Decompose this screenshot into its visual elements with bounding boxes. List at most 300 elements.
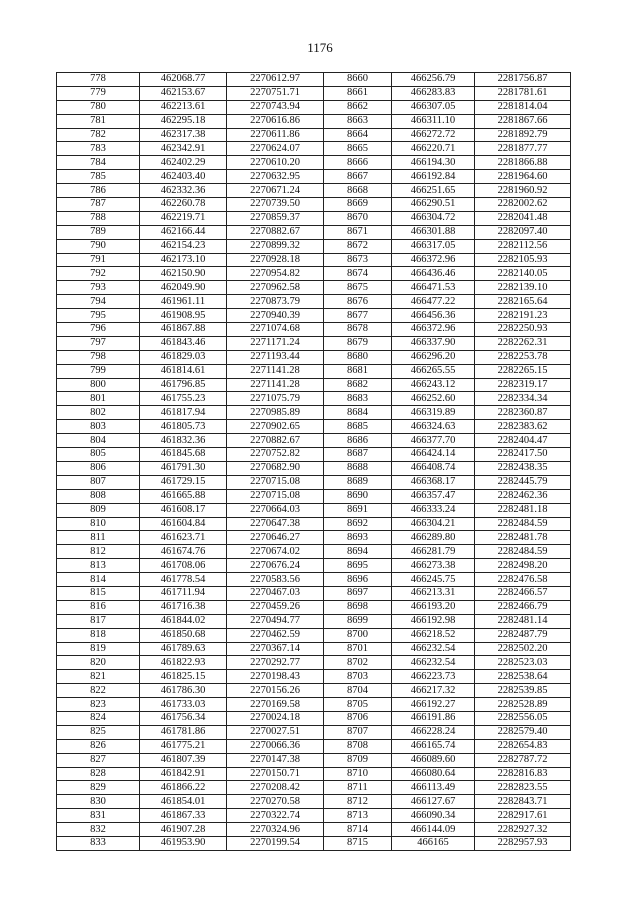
x-coordinate-right-cell: 466193.20 [392,600,475,614]
y-coordinate-left-cell: 2270208.42 [227,781,324,795]
point-id-left-cell: 786 [57,184,140,198]
point-id-right-cell: 8699 [324,614,392,628]
y-coordinate-right-cell: 2282843.71 [475,795,571,809]
y-coordinate-right-cell: 2282140.05 [475,267,571,281]
y-coordinate-left-cell: 2270066.36 [227,739,324,753]
point-id-left-cell: 803 [57,420,140,434]
table-row [57,239,571,253]
point-id-right-cell: 8714 [324,823,392,837]
y-coordinate-left-cell: 2270647.38 [227,517,324,531]
y-coordinate-right-cell: 2282383.62 [475,420,571,434]
y-coordinate-left-cell: 2270743.94 [227,100,324,114]
table-row [57,378,571,392]
table-row [57,836,571,850]
point-id-right-cell: 8709 [324,753,392,767]
x-coordinate-right-cell: 466245.75 [392,573,475,587]
x-coordinate-left-cell: 461716.38 [140,600,227,614]
x-coordinate-right-cell: 466296.20 [392,350,475,364]
point-id-right-cell: 8685 [324,420,392,434]
y-coordinate-right-cell: 2282528.89 [475,698,571,712]
y-coordinate-left-cell: 2270899.32 [227,239,324,253]
point-id-right-cell: 8687 [324,448,392,462]
y-coordinate-left-cell: 2270902.65 [227,420,324,434]
x-coordinate-left-cell: 462317.38 [140,128,227,142]
table-row [57,156,571,170]
x-coordinate-left-cell: 461623.71 [140,531,227,545]
point-id-left-cell: 826 [57,739,140,753]
table-row [57,656,571,670]
point-id-right-cell: 8686 [324,434,392,448]
point-id-left-cell: 827 [57,753,140,767]
point-id-left-cell: 781 [57,114,140,128]
x-coordinate-right-cell: 466213.31 [392,586,475,600]
point-id-right-cell: 8675 [324,281,392,295]
x-coordinate-left-cell: 461729.15 [140,475,227,489]
point-id-right-cell: 8674 [324,267,392,281]
x-coordinate-left-cell: 461608.17 [140,503,227,517]
point-id-left-cell: 784 [57,156,140,170]
x-coordinate-right-cell: 466307.05 [392,100,475,114]
point-id-right-cell: 8701 [324,642,392,656]
y-coordinate-right-cell: 2282787.72 [475,753,571,767]
y-coordinate-left-cell: 2270616.86 [227,114,324,128]
point-id-left-cell: 829 [57,781,140,795]
table-row [57,781,571,795]
table-row [57,823,571,837]
y-coordinate-left-cell: 2270367.14 [227,642,324,656]
table-row [57,434,571,448]
y-coordinate-left-cell: 2270292.77 [227,656,324,670]
y-coordinate-left-cell: 2270674.02 [227,545,324,559]
point-id-right-cell: 8661 [324,86,392,100]
point-id-right-cell: 8666 [324,156,392,170]
table-row [57,725,571,739]
point-id-right-cell: 8704 [324,684,392,698]
y-coordinate-left-cell: 2270882.67 [227,434,324,448]
y-coordinate-right-cell: 2282481.14 [475,614,571,628]
y-coordinate-right-cell: 2282498.20 [475,559,571,573]
x-coordinate-left-cell: 461822.93 [140,656,227,670]
table-row [57,170,571,184]
y-coordinate-right-cell: 2282476.58 [475,573,571,587]
x-coordinate-right-cell: 466218.52 [392,628,475,642]
x-coordinate-right-cell: 466357.47 [392,489,475,503]
x-coordinate-left-cell: 462173.10 [140,253,227,267]
point-id-right-cell: 8679 [324,336,392,350]
point-id-left-cell: 790 [57,239,140,253]
x-coordinate-left-cell: 462403.40 [140,170,227,184]
point-id-left-cell: 806 [57,461,140,475]
x-coordinate-right-cell: 466192.27 [392,698,475,712]
y-coordinate-left-cell: 2270610.20 [227,156,324,170]
x-coordinate-left-cell: 462342.91 [140,142,227,156]
x-coordinate-right-cell: 466191.86 [392,711,475,725]
point-id-right-cell: 8702 [324,656,392,670]
table-row [57,628,571,642]
x-coordinate-right-cell: 466304.21 [392,517,475,531]
y-coordinate-left-cell: 2270882.67 [227,225,324,239]
x-coordinate-left-cell: 461711.94 [140,586,227,600]
y-coordinate-right-cell: 2282484.59 [475,517,571,531]
point-id-right-cell: 8667 [324,170,392,184]
y-coordinate-left-cell: 2271074.68 [227,323,324,337]
y-coordinate-left-cell: 2270322.74 [227,809,324,823]
y-coordinate-right-cell: 2282484.59 [475,545,571,559]
x-coordinate-right-cell: 466283.83 [392,86,475,100]
x-coordinate-left-cell: 462219.71 [140,211,227,225]
table-row [57,767,571,781]
x-coordinate-right-cell: 466324.63 [392,420,475,434]
x-coordinate-right-cell: 466290.51 [392,198,475,212]
table-row [57,670,571,684]
x-coordinate-right-cell: 466333.24 [392,503,475,517]
x-coordinate-left-cell: 461789.63 [140,642,227,656]
x-coordinate-right-cell: 466090.34 [392,809,475,823]
point-id-right-cell: 8693 [324,531,392,545]
point-id-right-cell: 8706 [324,711,392,725]
point-id-left-cell: 816 [57,600,140,614]
y-coordinate-left-cell: 2270612.97 [227,73,324,87]
point-id-left-cell: 795 [57,309,140,323]
point-id-left-cell: 828 [57,767,140,781]
y-coordinate-right-cell: 2282957.93 [475,836,571,850]
point-id-right-cell: 8664 [324,128,392,142]
point-id-right-cell: 8711 [324,781,392,795]
point-id-right-cell: 8681 [324,364,392,378]
table-row [57,100,571,114]
y-coordinate-right-cell: 2282191.23 [475,309,571,323]
table-row [57,489,571,503]
x-coordinate-right-cell: 466228.24 [392,725,475,739]
y-coordinate-right-cell: 2282927.32 [475,823,571,837]
y-coordinate-right-cell: 2282466.79 [475,600,571,614]
y-coordinate-right-cell: 2282816.83 [475,767,571,781]
x-coordinate-right-cell: 466194.30 [392,156,475,170]
point-id-left-cell: 789 [57,225,140,239]
point-id-left-cell: 818 [57,628,140,642]
y-coordinate-left-cell: 2270459.26 [227,600,324,614]
y-coordinate-left-cell: 2271075.79 [227,392,324,406]
table-row [57,795,571,809]
table-row [57,142,571,156]
point-id-right-cell: 8697 [324,586,392,600]
x-coordinate-right-cell: 466424.14 [392,448,475,462]
point-id-left-cell: 809 [57,503,140,517]
point-id-left-cell: 801 [57,392,140,406]
point-id-left-cell: 794 [57,295,140,309]
point-id-left-cell: 792 [57,267,140,281]
x-coordinate-right-cell: 466165 [392,836,475,850]
x-coordinate-right-cell: 466317.05 [392,239,475,253]
point-id-left-cell: 811 [57,531,140,545]
y-coordinate-left-cell: 2270682.90 [227,461,324,475]
x-coordinate-left-cell: 461708.06 [140,559,227,573]
point-id-left-cell: 796 [57,323,140,337]
table-row [57,253,571,267]
y-coordinate-right-cell: 2282250.93 [475,323,571,337]
y-coordinate-right-cell: 2282523.03 [475,656,571,670]
y-coordinate-left-cell: 2270467.03 [227,586,324,600]
point-id-right-cell: 8683 [324,392,392,406]
x-coordinate-left-cell: 461844.02 [140,614,227,628]
point-id-left-cell: 802 [57,406,140,420]
point-id-right-cell: 8700 [324,628,392,642]
x-coordinate-left-cell: 461755.23 [140,392,227,406]
y-coordinate-left-cell: 2270632.95 [227,170,324,184]
y-coordinate-right-cell: 2282041.48 [475,211,571,225]
point-id-left-cell: 805 [57,448,140,462]
point-id-right-cell: 8669 [324,198,392,212]
x-coordinate-right-cell: 466304.72 [392,211,475,225]
y-coordinate-right-cell: 2282823.55 [475,781,571,795]
y-coordinate-left-cell: 2270928.18 [227,253,324,267]
point-id-left-cell: 787 [57,198,140,212]
y-coordinate-right-cell: 2281781.61 [475,86,571,100]
point-id-right-cell: 8670 [324,211,392,225]
point-id-left-cell: 778 [57,73,140,87]
x-coordinate-right-cell: 466301.88 [392,225,475,239]
point-id-left-cell: 779 [57,86,140,100]
table-row [57,350,571,364]
x-coordinate-left-cell: 462068.77 [140,73,227,87]
x-coordinate-left-cell: 461756.34 [140,711,227,725]
y-coordinate-left-cell: 2270624.07 [227,142,324,156]
x-coordinate-right-cell: 466080.64 [392,767,475,781]
x-coordinate-left-cell: 461781.86 [140,725,227,739]
table-row [57,309,571,323]
y-coordinate-right-cell: 2282539.85 [475,684,571,698]
table-row [57,698,571,712]
point-id-right-cell: 8694 [324,545,392,559]
y-coordinate-left-cell: 2270940.39 [227,309,324,323]
x-coordinate-right-cell: 466223.73 [392,670,475,684]
point-id-left-cell: 813 [57,559,140,573]
y-coordinate-right-cell: 2282262.31 [475,336,571,350]
point-id-left-cell: 804 [57,434,140,448]
table-row [57,642,571,656]
x-coordinate-right-cell: 466372.96 [392,323,475,337]
y-coordinate-left-cell: 2270859.37 [227,211,324,225]
x-coordinate-left-cell: 461850.68 [140,628,227,642]
y-coordinate-right-cell: 2282438.35 [475,461,571,475]
point-id-left-cell: 832 [57,823,140,837]
table-row [57,211,571,225]
point-id-right-cell: 8684 [324,406,392,420]
table-row [57,128,571,142]
x-coordinate-right-cell: 466217.32 [392,684,475,698]
y-coordinate-left-cell: 2270324.96 [227,823,324,837]
y-coordinate-right-cell: 2282462.36 [475,489,571,503]
x-coordinate-left-cell: 462295.18 [140,114,227,128]
x-coordinate-right-cell: 466265.55 [392,364,475,378]
x-coordinate-left-cell: 461842.91 [140,767,227,781]
x-coordinate-left-cell: 461775.21 [140,739,227,753]
point-id-left-cell: 814 [57,573,140,587]
x-coordinate-right-cell: 466192.84 [392,170,475,184]
x-coordinate-right-cell: 466127.67 [392,795,475,809]
x-coordinate-right-cell: 466192.98 [392,614,475,628]
y-coordinate-right-cell: 2282002.62 [475,198,571,212]
y-coordinate-left-cell: 2270199.54 [227,836,324,850]
table-row [57,336,571,350]
y-coordinate-right-cell: 2282654.83 [475,739,571,753]
point-id-right-cell: 8668 [324,184,392,198]
point-id-left-cell: 808 [57,489,140,503]
y-coordinate-right-cell: 2281960.92 [475,184,571,198]
point-id-right-cell: 8690 [324,489,392,503]
x-coordinate-left-cell: 461674.76 [140,545,227,559]
x-coordinate-right-cell: 466471.53 [392,281,475,295]
x-coordinate-right-cell: 466232.54 [392,642,475,656]
point-id-right-cell: 8707 [324,725,392,739]
y-coordinate-left-cell: 2270169.58 [227,698,324,712]
point-id-right-cell: 8680 [324,350,392,364]
x-coordinate-right-cell: 466289.80 [392,531,475,545]
y-coordinate-left-cell: 2270583.56 [227,573,324,587]
y-coordinate-left-cell: 2270739.50 [227,198,324,212]
x-coordinate-left-cell: 461832.36 [140,434,227,448]
y-coordinate-left-cell: 2270027.51 [227,725,324,739]
table-row [57,573,571,587]
table-row [57,809,571,823]
point-id-right-cell: 8710 [324,767,392,781]
y-coordinate-left-cell: 2270494.77 [227,614,324,628]
x-coordinate-left-cell: 461829.03 [140,350,227,364]
y-coordinate-right-cell: 2281892.79 [475,128,571,142]
y-coordinate-right-cell: 2281814.04 [475,100,571,114]
point-id-left-cell: 815 [57,586,140,600]
x-coordinate-left-cell: 462153.67 [140,86,227,100]
y-coordinate-left-cell: 2270198.43 [227,670,324,684]
x-coordinate-left-cell: 461867.33 [140,809,227,823]
point-id-left-cell: 823 [57,698,140,712]
x-coordinate-right-cell: 466408.74 [392,461,475,475]
x-coordinate-right-cell: 466311.10 [392,114,475,128]
x-coordinate-right-cell: 466165.74 [392,739,475,753]
point-id-right-cell: 8691 [324,503,392,517]
table-row [57,559,571,573]
y-coordinate-right-cell: 2282538.64 [475,670,571,684]
table-row [57,323,571,337]
y-coordinate-right-cell: 2282253.78 [475,350,571,364]
y-coordinate-right-cell: 2282481.18 [475,503,571,517]
point-id-left-cell: 819 [57,642,140,656]
x-coordinate-left-cell: 461805.73 [140,420,227,434]
x-coordinate-left-cell: 461733.03 [140,698,227,712]
y-coordinate-right-cell: 2282360.87 [475,406,571,420]
x-coordinate-left-cell: 462049.90 [140,281,227,295]
point-id-left-cell: 791 [57,253,140,267]
x-coordinate-right-cell: 466256.79 [392,73,475,87]
point-id-left-cell: 831 [57,809,140,823]
x-coordinate-left-cell: 461778.54 [140,573,227,587]
table-row [57,475,571,489]
x-coordinate-left-cell: 461961.11 [140,295,227,309]
x-coordinate-left-cell: 461604.84 [140,517,227,531]
y-coordinate-left-cell: 2271171.24 [227,336,324,350]
x-coordinate-left-cell: 462213.61 [140,100,227,114]
x-coordinate-left-cell: 461843.46 [140,336,227,350]
x-coordinate-left-cell: 461907.28 [140,823,227,837]
y-coordinate-right-cell: 2282265.15 [475,364,571,378]
y-coordinate-left-cell: 2270462.59 [227,628,324,642]
point-id-right-cell: 8676 [324,295,392,309]
y-coordinate-left-cell: 2270954.82 [227,267,324,281]
y-coordinate-right-cell: 2282112.56 [475,239,571,253]
y-coordinate-left-cell: 2270873.79 [227,295,324,309]
table-row [57,684,571,698]
x-coordinate-right-cell: 466089.60 [392,753,475,767]
x-coordinate-right-cell: 466232.54 [392,656,475,670]
x-coordinate-left-cell: 461814.61 [140,364,227,378]
y-coordinate-right-cell: 2281866.88 [475,156,571,170]
point-id-left-cell: 822 [57,684,140,698]
table-row [57,545,571,559]
point-id-right-cell: 8698 [324,600,392,614]
x-coordinate-right-cell: 466220.71 [392,142,475,156]
y-coordinate-right-cell: 2282487.79 [475,628,571,642]
x-coordinate-right-cell: 466243.12 [392,378,475,392]
y-coordinate-left-cell: 2270646.27 [227,531,324,545]
coordinate-table [56,72,571,851]
x-coordinate-right-cell: 466273.38 [392,559,475,573]
y-coordinate-right-cell: 2282139.10 [475,281,571,295]
point-id-left-cell: 800 [57,378,140,392]
point-id-left-cell: 833 [57,836,140,850]
y-coordinate-right-cell: 2281964.60 [475,170,571,184]
table-row [57,406,571,420]
point-id-right-cell: 8689 [324,475,392,489]
point-id-left-cell: 820 [57,656,140,670]
table-row [57,586,571,600]
table-row [57,531,571,545]
table-row [57,461,571,475]
table-row [57,86,571,100]
y-coordinate-left-cell: 2270962.58 [227,281,324,295]
table-row [57,267,571,281]
y-coordinate-right-cell: 2282105.93 [475,253,571,267]
point-id-right-cell: 8662 [324,100,392,114]
point-id-right-cell: 8682 [324,378,392,392]
table-row [57,225,571,239]
point-id-left-cell: 817 [57,614,140,628]
table-row [57,739,571,753]
x-coordinate-left-cell: 461817.94 [140,406,227,420]
y-coordinate-left-cell: 2270751.71 [227,86,324,100]
point-id-left-cell: 785 [57,170,140,184]
table-row [57,73,571,87]
point-id-left-cell: 788 [57,211,140,225]
point-id-left-cell: 799 [57,364,140,378]
x-coordinate-left-cell: 461854.01 [140,795,227,809]
table-row [57,753,571,767]
y-coordinate-right-cell: 2281756.87 [475,73,571,87]
x-coordinate-right-cell: 466477.22 [392,295,475,309]
point-id-left-cell: 797 [57,336,140,350]
table-row [57,184,571,198]
x-coordinate-right-cell: 466113.49 [392,781,475,795]
x-coordinate-left-cell: 461791.30 [140,461,227,475]
x-coordinate-right-cell: 466372.96 [392,253,475,267]
x-coordinate-left-cell: 461786.30 [140,684,227,698]
y-coordinate-left-cell: 2271141.28 [227,378,324,392]
y-coordinate-right-cell: 2282404.47 [475,434,571,448]
point-id-left-cell: 824 [57,711,140,725]
y-coordinate-right-cell: 2282319.17 [475,378,571,392]
y-coordinate-left-cell: 2270024.18 [227,711,324,725]
table-row [57,295,571,309]
table-row [57,114,571,128]
